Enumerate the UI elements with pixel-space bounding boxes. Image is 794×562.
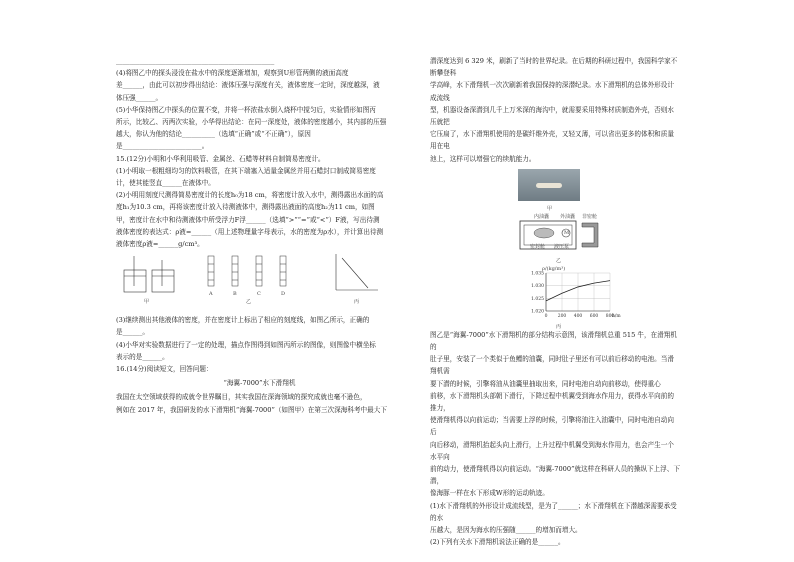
fig-label-c: C	[257, 291, 261, 298]
y-tick-label: 1.020	[531, 309, 544, 315]
article-line-2: 例如在 2017 年，我国研发的水下滑翔机“海翼-7000”（如图甲）在第三次深海科考中最大下	[116, 405, 387, 414]
label-m: M	[564, 229, 570, 236]
para-line-2: 肚子里，安装了一个类似于鱼鳔的油囊，同时肚子里还有可以前后移动的电池。当滑翔机需	[430, 355, 674, 376]
fig-label-bing-right: 丙	[556, 323, 562, 330]
glider-photo	[518, 169, 580, 201]
q15-line-5: 度h₁为10.3 cm，再将该密度计放入待测液体中，测得露出液面的高度h₂为11 cm，如图	[116, 203, 375, 212]
x-tick-label: 600	[589, 313, 599, 319]
q15-line-4: (2)小明用刻度尺测得简易密度计的长度h₀为18 cm，将密度计放入水中，测得露出水面的高	[116, 191, 384, 200]
label-non-sealed-cabin: 非密舱	[582, 213, 598, 220]
fig-label-yi: 乙	[246, 299, 252, 306]
label-outer-oil-bag: 外油囊	[560, 213, 576, 220]
fig-label-a: A	[209, 291, 213, 298]
q4-line-2: 差______，由此可以初步得出结论：液体压强与深度有关，液体密度一定时，深度越深，液	[116, 81, 380, 90]
right-top-5: 池上，这样可以增强它的续航能力。	[430, 154, 536, 163]
para-line-4: 前移，水下滑翔机头部朝下滑行，下降过程中机翼受到海水作用力，获得水平向前的推力，	[430, 391, 674, 413]
x-axis-label: h/m	[612, 313, 621, 319]
right-top-2: 学高峰，水下滑翔机一次次刷新着我国保持的深潜纪录。水下滑翔机的总体外形设计成流线	[430, 81, 674, 102]
q5-line-3: 越大，你认为他的结论__________（选填“正确”或“不正确”），原因	[116, 130, 311, 139]
q15-tail-2: 是______。	[116, 328, 149, 337]
q15-tail-1: (3)继续测出其他液体的密度，并在密度计上标出了相应的刻度线，如图乙所示，正确的	[116, 316, 370, 325]
q16-head: 16.(14分)阅读短文，回答问题：	[116, 365, 213, 374]
para-line-10: 压越大，是因为海水的压强随______的增加而增大。	[430, 526, 582, 535]
q15-line-1: 15.(12分)小明和小华利用吸管、金属丝、石蜡等材料自制简易密度计。	[116, 154, 325, 163]
para-line-6: 向后移动，滑翔机抬起头向上滑行，上升过程中机翼受到海水作用力，也会产生一个水平向	[430, 440, 674, 461]
fig-label-jia: 甲	[144, 299, 150, 306]
para-line-8: 像海豚一样在水下形成W形的运动轨迹。	[430, 489, 549, 498]
right-column	[430, 55, 680, 548]
q15-line-6: 甲，密度计在水中和待测液体中所受浮力F浮______（选填“>”“=”或“<”）F液，写出待测	[116, 215, 380, 224]
density-depth-chart	[522, 269, 621, 321]
chart-ylabel: ρ/(kg/m³)	[542, 265, 566, 272]
q15-line-2: (1)小明取一根粗细均匀的饮料吸管，在其下端塞入适量金属丝并用石蜡封口制成简易密度	[116, 166, 376, 175]
q15-tail-3: (4)小华对实验数据进行了一定的处理，描点作图得到如图丙所示的图像，则图像中横坐标	[116, 340, 376, 349]
q15-line-8: 液体密度ρ液=______g/cm³。	[116, 240, 204, 249]
left-column	[116, 55, 403, 416]
para-line-11: (2)下列有关水下滑翔机说法正确的是______。	[430, 538, 565, 547]
q4-line-3: 体压强______。	[116, 93, 163, 102]
glider-figures	[430, 165, 680, 329]
x-tick-label: 800	[605, 313, 615, 319]
q15-line-7: 液体密度的表达式：ρ液=______（用上述物理量字母表示，水的密度为ρ水），并计算出待测	[116, 227, 384, 236]
para-line-7: 前的动力，使滑翔机得以向前运动。“海翼-7000”就这样在科研人员的操纵下上浮、下潜，	[430, 465, 680, 486]
densimeter-figures	[116, 252, 403, 310]
label-inner-oil-bag: 内油囊	[534, 213, 550, 220]
label-hydraulic-pump: 液压泵	[554, 243, 570, 250]
x-tick-label: 0	[544, 313, 548, 319]
fig-label-yi-right: 乙	[556, 257, 562, 264]
para-line-1: 图乙是“海翼-7000”水下滑翔机的部分结构示意图，该滑翔机总重 515 牛，在滑翔机的	[430, 330, 677, 352]
glider-shape	[536, 183, 562, 188]
y-tick-label: 1.025	[531, 296, 544, 302]
fig-label-jia-right: 甲	[547, 205, 553, 212]
article-line-1: 我国在太空领域获得的成就令世界瞩目，其实我国在深海领域的探究成就也毫不逊色，	[116, 393, 367, 402]
right-top-3: 型，机器设备深潜到几千上万米深的海沟中，就需要采用特殊材质制造外壳，否则水压就把	[430, 105, 674, 127]
para-line-3: 要下潜的时候，引擎将油从油囊里抽取出来，同时电池自动向前移动，使得重心	[430, 379, 661, 388]
y-tick-label: 1.030	[531, 283, 544, 289]
q15-tail-4: 表示的是______。	[116, 352, 169, 361]
fig-label-d: D	[281, 291, 286, 298]
para-line-5: 使滑翔机得以向前运动；当需要上浮的时候，引擎将油注入油囊中，同时电池自动向后	[430, 416, 674, 437]
para-line-9: (1)水下滑翔机的外形设计成流线型，是为了______；水下滑翔机在下潜越深需要承受的水	[430, 501, 677, 522]
fig-label-bing: 丙	[354, 299, 360, 306]
label-sealed-cabin: 密封舱	[530, 243, 546, 250]
article-title: “海翼-7000”水下滑翔机	[223, 379, 296, 388]
q4-line-1: (4)将图乙中的探头浸没在盐水中的深度逐渐增加，观察到U形管两侧的液面高度	[116, 69, 349, 78]
top-rule: ________________________________________________	[116, 57, 275, 65]
fig-label-b: B	[233, 291, 237, 298]
q15-line-3: 计，使其能竖直______在液体中。	[116, 179, 215, 188]
q5-line-1: (5)小华保持图乙中探头的位置不变，并将一杯浓盐水倒入烧杯中搅匀后，实验情形如图丙	[116, 105, 376, 114]
q5-line-4: 是________________________。	[116, 142, 209, 151]
right-top-4: 它压扁了，水下滑翔机使用的是碳纤维外壳，又轻又薄，可以省出更多的体积和质量用在电	[430, 130, 674, 151]
right-top-1: 潜深度达到 6 329 米，刷新了当时的世界纪录。在后期的科研过程中，我国科学家不断攀登科	[430, 57, 678, 78]
x-tick-label: 400	[573, 313, 583, 319]
q5-line-2: 所示，比较乙、丙两次实验，小华得出结论：在同一深度处，液体的密度越小，其内部的压强	[116, 118, 387, 127]
x-tick-label: 200	[557, 313, 567, 319]
y-tick-label: 1.035	[531, 271, 544, 277]
